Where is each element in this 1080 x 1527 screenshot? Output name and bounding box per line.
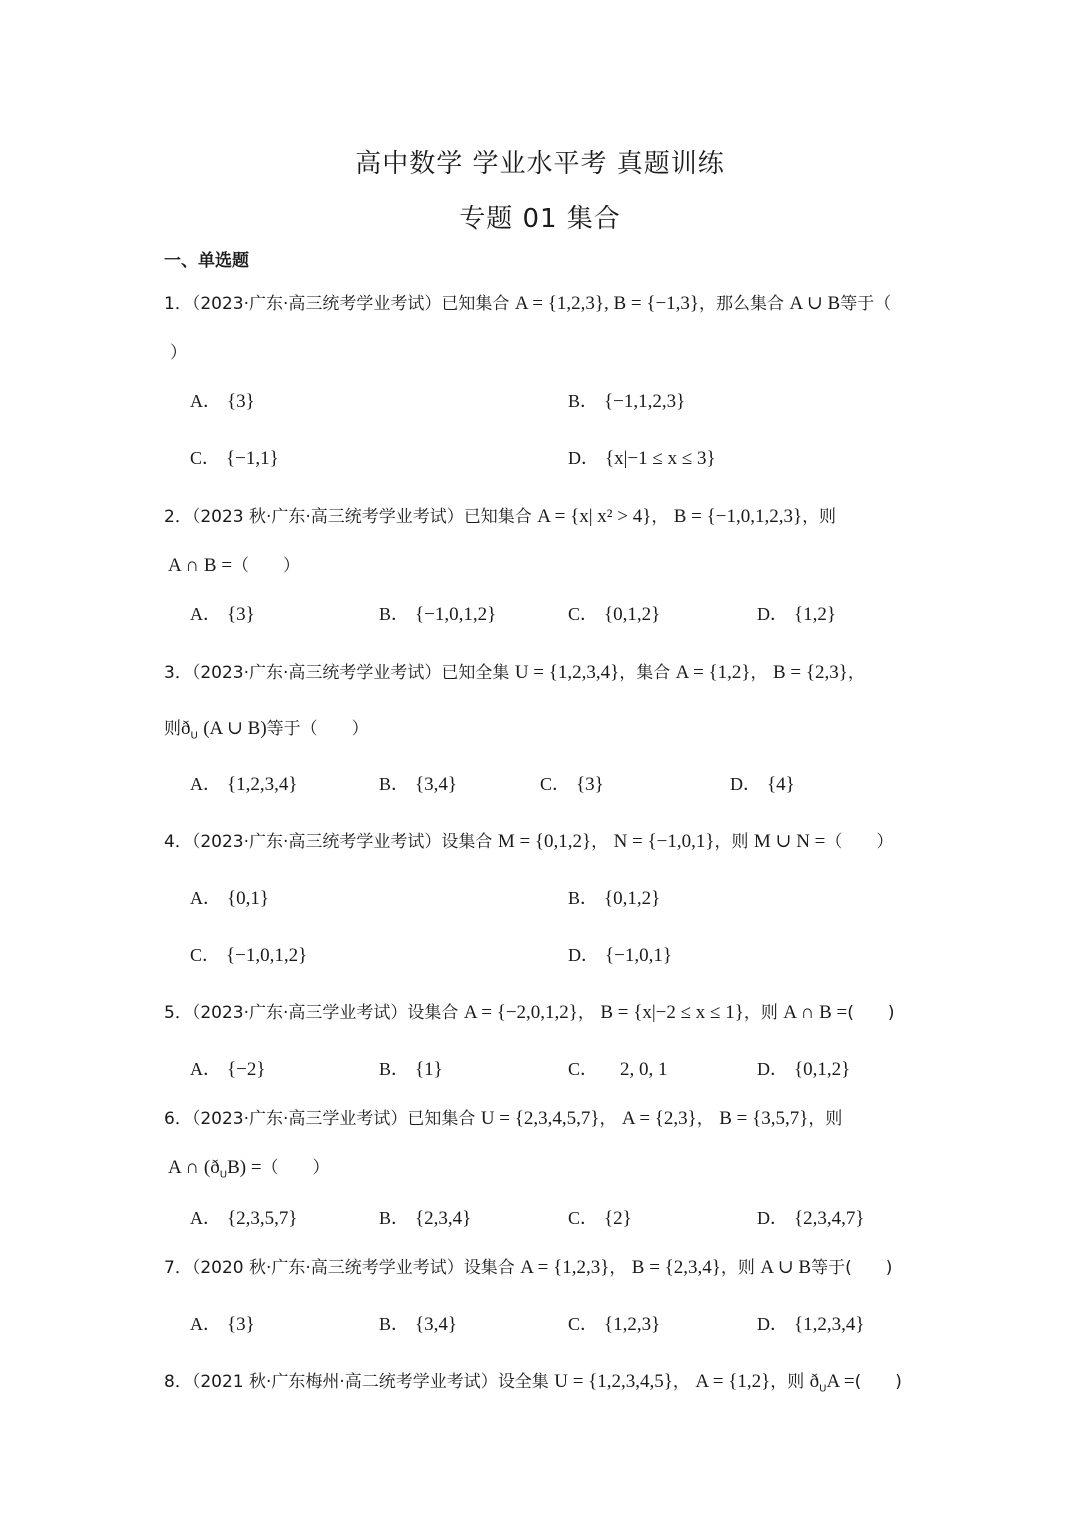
q3-option-d[interactable]: D． {4} (730, 774, 795, 795)
section-heading: 一、单选题 (164, 251, 249, 271)
q5-option-a[interactable]: A． {−2} (190, 1059, 266, 1080)
q1-option-a[interactable]: A． {3} (190, 391, 255, 412)
q2-option-d[interactable]: D． {1,2} (757, 604, 836, 625)
question-3-cont: 则$ð_U$ (A ∪ B)等于（ ） (164, 718, 369, 742)
question-5: 5．（2023·广东·高三学业考试）设集合 A = {−2,0,1,2}， B = {x|−2 ≤ x ≤ 1}，则 A ∩ B =( ) (164, 1002, 895, 1023)
q7-option-a[interactable]: A． {3} (190, 1314, 255, 1335)
question-8: 8．（2021 秋·广东梅州·高二统考学业考试）设全集 U = {1,2,3,4,5}， A = {1,2}，则 $ð_UA$ =( ) (164, 1371, 902, 1395)
question-7: 7．（2020 秋·广东·高三统考学业考试）设集合 A = {1,2,3}， B = {2,3,4}，则 A ∪ B等于( ) (164, 1257, 893, 1278)
q6-option-b[interactable]: B． {2,3,4} (379, 1208, 472, 1229)
q1-option-c[interactable]: C． {−1,1} (190, 448, 279, 469)
question-2-cont: A ∩ B =（ ） (168, 555, 301, 576)
q1-option-b[interactable]: B． {−1,1,2,3} (568, 391, 686, 412)
q2-option-c[interactable]: C． {0,1,2} (568, 604, 661, 625)
q3-option-a[interactable]: A． {1,2,3,4} (190, 774, 298, 795)
q6-option-c[interactable]: C． {2} (568, 1208, 632, 1229)
q7-option-b[interactable]: B． {3,4} (379, 1314, 458, 1335)
q4-option-d[interactable]: D． {−1,0,1} (568, 945, 672, 966)
q6-option-d[interactable]: D． {2,3,4,7} (757, 1208, 865, 1229)
question-3: 3．（2023·广东·高三统考学业考试）已知全集 U = {1,2,3,4}，集合 A = {1,2}， B = {2,3}， (164, 662, 865, 683)
question-1: 1．（2023·广东·高三统考学业考试）已知集合 A = {1,2,3}, B = {−1,3}，那么集合 A ∪ B等于（ (164, 293, 892, 314)
page-title: 高中数学 学业水平考 真题训练 (355, 149, 725, 179)
q5-option-c[interactable]: C． 2, 0, 1 (568, 1059, 668, 1080)
question-6: 6．（2023·广东·高三学业考试）已知集合 U = {2,3,4,5,7}， A = {2,3}， B = {3,5,7}，则 (164, 1108, 843, 1129)
q1-option-d[interactable]: D． {x|−1 ≤ x ≤ 3} (568, 448, 716, 469)
question-2: 2．（2023 秋·广东·高三统考学业考试）已知集合 A = {x| x² > 4}， B = {−1,0,1,2,3}，则 (164, 506, 837, 527)
q3-option-b[interactable]: B． {3,4} (379, 774, 458, 795)
q2-option-b[interactable]: B． {−1,0,1,2} (379, 604, 497, 625)
question-6-cont: A ∩ $(ð_UB)$ =（ ） (168, 1157, 330, 1181)
q7-option-d[interactable]: D． {1,2,3,4} (757, 1314, 865, 1335)
q4-option-c[interactable]: C． {−1,0,1,2} (190, 945, 308, 966)
page-subtitle: 专题 01 集合 (459, 204, 621, 234)
q4-option-a[interactable]: A． {0,1} (190, 888, 269, 909)
q5-option-d[interactable]: D． {0,1,2} (757, 1059, 851, 1080)
q5-option-b[interactable]: B． {1} (379, 1059, 443, 1080)
q7-option-c[interactable]: C． {1,2,3} (568, 1314, 661, 1335)
q3-option-c[interactable]: C． {3} (540, 774, 604, 795)
question-1-cont: ） (170, 343, 187, 363)
q4-option-b[interactable]: B． {0,1,2} (568, 888, 661, 909)
q6-option-a[interactable]: A． {2,3,5,7} (190, 1208, 298, 1229)
q2-option-a[interactable]: A． {3} (190, 604, 255, 625)
question-4: 4．（2023·广东·高三统考学业考试）设集合 M = {0,1,2}， N = {−1,0,1}，则 M ∪ N =（ ） (164, 831, 894, 852)
